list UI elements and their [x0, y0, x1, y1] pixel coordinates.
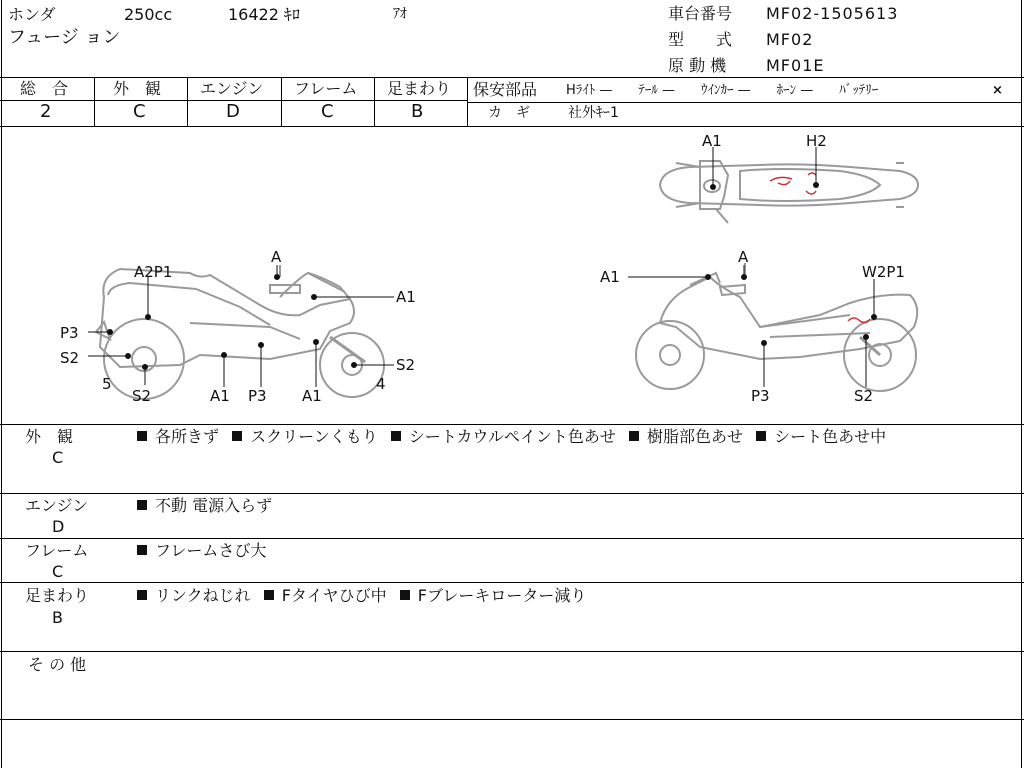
remark-exterior-label: 外 観 — [25, 427, 74, 446]
remark-exterior-grade: C — [52, 448, 64, 467]
grade-exterior-value: C — [133, 101, 146, 122]
remark-frame-grade: C — [52, 562, 64, 581]
bullet-icon — [629, 431, 639, 441]
label-w2p1: W2P1 — [862, 263, 905, 281]
label-s2-right-left: S2 — [396, 356, 416, 374]
type-label: 型 式 — [668, 30, 733, 49]
engine-model-label: 原 動 機 — [668, 56, 727, 75]
remark-other-label: そ の 他 — [28, 655, 87, 674]
label-h2-top: H2 — [806, 132, 827, 150]
bullet-icon — [137, 545, 147, 555]
bullet-icon — [756, 431, 766, 441]
scooter-left-view — [96, 265, 384, 399]
bullet-icon — [137, 431, 147, 441]
remark-suspension-grade: B — [52, 608, 63, 627]
remark-item: 樹脂部色あせ — [647, 427, 744, 446]
model-name: フュージ ョン — [8, 27, 121, 48]
scooter-top-view — [660, 161, 918, 223]
label-s2-left: S2 — [60, 349, 80, 367]
rule-diagram-bottom — [0, 424, 1024, 425]
handwritten-mark-right — [848, 318, 870, 323]
bullet-icon — [137, 590, 147, 600]
engine-model-value: MF01E — [766, 56, 825, 75]
color: ｱｵ — [393, 6, 407, 22]
remark-item: シートカウルペイント色あせ — [408, 427, 616, 446]
grade-exterior-label: 外 観 — [113, 79, 162, 98]
bullet-icon — [391, 431, 401, 441]
remark-suspension-label: 足まわり — [25, 586, 90, 605]
label-a1-bottom-a: A1 — [210, 387, 230, 405]
remark-engine-label: エンジン — [25, 496, 89, 515]
label-p3-bottom-left: P3 — [248, 387, 267, 405]
rule-safety-mid — [468, 102, 1022, 103]
bullet-icon — [400, 590, 410, 600]
grade-engine-value: D — [226, 101, 240, 122]
bullet-icon — [232, 431, 242, 441]
label-a1-right-left: A1 — [396, 288, 416, 306]
remark-frame-label: フレーム — [25, 541, 89, 560]
remark-item: 各所きず — [155, 427, 220, 446]
rule-exterior-bottom — [0, 493, 1024, 494]
bullet-icon — [264, 590, 274, 600]
label-s2-right-view: S2 — [854, 387, 874, 405]
grade-divider-4 — [374, 77, 375, 126]
safety-label: 保安部品 — [473, 80, 538, 99]
label-s2-bottom-left: S2 — [132, 387, 152, 405]
bullet-icon — [137, 500, 147, 510]
grade-divider-1 — [94, 77, 95, 126]
mileage: 16422 ｷﾛ — [228, 5, 300, 24]
remark-engine-items — [137, 497, 272, 515]
remark-suspension-items — [137, 587, 586, 605]
label-a1-bottom-b: A1 — [302, 387, 322, 405]
remark-item: Fタイヤひび中 — [281, 586, 387, 605]
label-a1-top: A1 — [702, 132, 722, 150]
type-value: MF02 — [766, 30, 814, 49]
label-a-top-right: A — [738, 248, 749, 266]
rule-suspension-bottom — [0, 651, 1024, 652]
grade-suspension-label: 足まわり — [387, 79, 452, 98]
grade-frame-value: C — [321, 101, 334, 122]
battery-cross-icon: × — [992, 83, 1003, 98]
chassis-value: MF02-1505613 — [766, 4, 899, 23]
label-a1-right-view: A1 — [600, 268, 620, 286]
grade-divider-2 — [187, 77, 188, 126]
label-p3-left: P3 — [60, 324, 79, 342]
label-p3-right-view: P3 — [751, 387, 770, 405]
grade-overall-label: 総 合 — [20, 79, 69, 98]
remark-item: Fブレーキローター減り — [417, 586, 587, 605]
rule-other-bottom — [0, 719, 1024, 720]
key-value: 社外ｷｰ1 — [568, 105, 619, 121]
chassis-label: 車台番号 — [668, 4, 733, 23]
safety-items: Hﾗｲﾄ — ﾃｰﾙ — ｳｲﾝｶｰ — ﾎｰﾝ — ﾊﾞｯﾃﾘｰ — [566, 83, 879, 98]
remark-item: リンクねじれ — [155, 586, 251, 605]
label-a-top-left: A — [271, 248, 282, 266]
displacement: 250cc — [124, 5, 173, 24]
damage-diagram — [0, 127, 1024, 423]
grade-overall-value: 2 — [40, 101, 52, 122]
remark-item: シート色あせ中 — [774, 427, 887, 446]
remark-item: フレームさび大 — [155, 541, 267, 560]
grade-suspension-value: B — [411, 101, 424, 122]
maker: ホンダ — [8, 5, 56, 24]
grade-divider-3 — [281, 77, 282, 126]
front-wheel-right — [636, 321, 704, 389]
rule-header-bottom — [0, 77, 1024, 78]
remark-exterior-items — [137, 428, 886, 446]
rule-frame-bottom — [0, 582, 1024, 583]
grade-divider-5 — [467, 77, 468, 126]
label-4: 4 — [376, 375, 386, 393]
remark-frame-items — [137, 542, 266, 560]
remark-engine-grade: D — [52, 517, 65, 536]
label-5: 5 — [102, 375, 112, 393]
handwritten-mark-top — [770, 173, 816, 194]
scooter-right-view — [636, 263, 917, 391]
grade-engine-label: エンジン — [200, 79, 264, 98]
key-label: カ ギ — [488, 105, 530, 121]
grade-frame-label: フレーム — [294, 79, 358, 98]
remark-item: スクリーンくもり — [250, 427, 378, 446]
rule-engine-bottom — [0, 538, 1024, 539]
label-a2p1: A2P1 — [134, 263, 173, 281]
remark-item: 不動 電源入らず — [155, 496, 273, 515]
